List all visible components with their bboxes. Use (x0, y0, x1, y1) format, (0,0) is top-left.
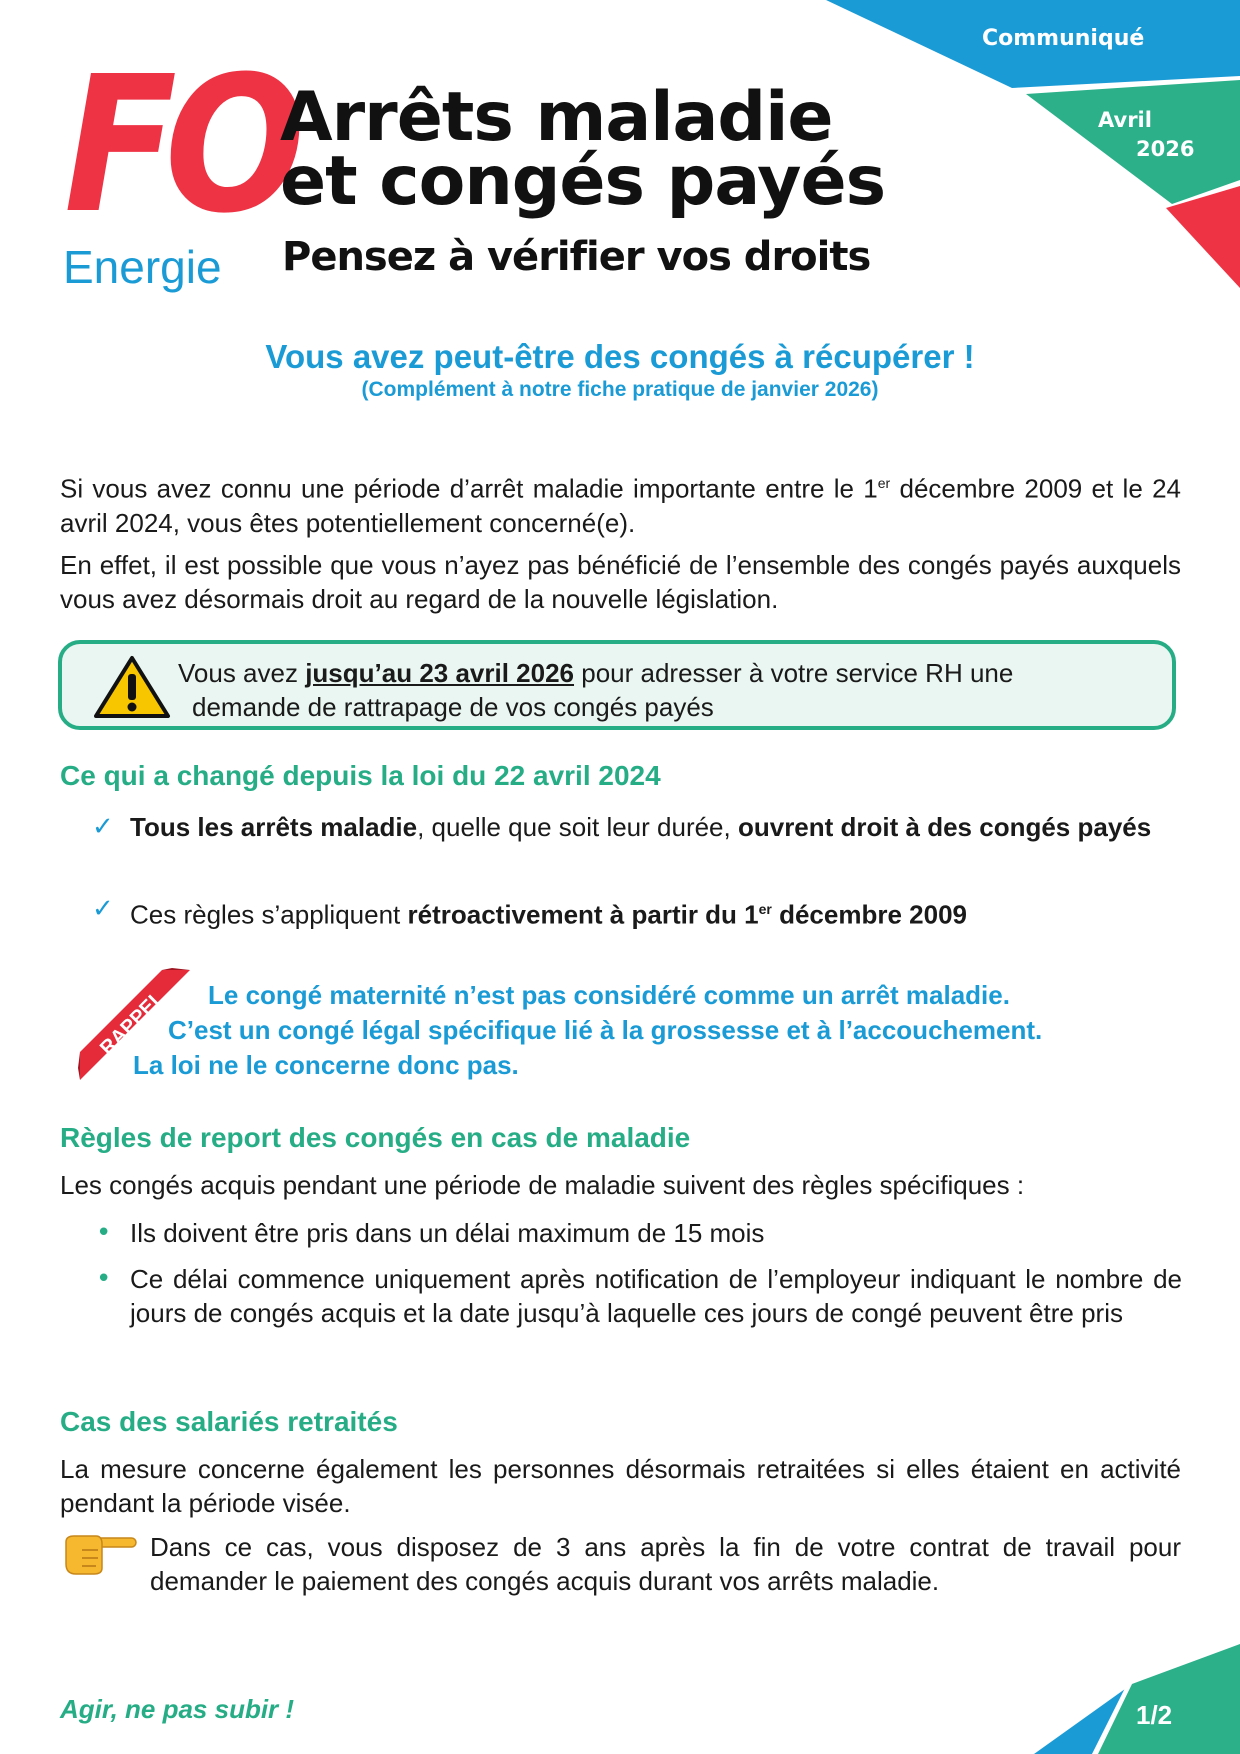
section-heading-retirees: Cas des salariés retraités (60, 1406, 398, 1437)
rappel-label: RAPPEL (95, 986, 169, 1060)
deadline-warning-box (58, 640, 1176, 730)
bullet-icon: • (96, 1264, 112, 1294)
document-type-tag: Communiqué (982, 26, 1145, 51)
page-title (280, 78, 886, 221)
list-item: Ces règles s’appliquent rétroactivement à partir du 1er décembre 2009 (130, 899, 967, 930)
intro-paragraph-2: En effet, il est possible que vous n’ayez pas bénéficié de l’ensemble des congés payés auxquels vous avez désormais droit au regard de la nouvelle législation. (60, 550, 1181, 614)
retirees-paragraph: La mesure concerne également les personnes désormais retraitées si elles étaient en activité pendant la période visée. (60, 1454, 1181, 1518)
pointing-hand-icon (62, 1528, 138, 1576)
logo-fo: FO (64, 36, 294, 255)
list-item: Tous les arrêts maladie, quelle que soit leur durée, ouvrent droit à des congés payés (130, 812, 1152, 842)
warning-text: Vous avez jusqu’au 23 avril 2026 pour adresser à votre service RH une demande de rattrapage de vos congés payés (178, 658, 1014, 722)
report-intro: Les congés acquis pendant une période de maladie suivent des règles spécifiques : (60, 1170, 1025, 1200)
rappel-line-1: Le congé maternité n’est pas considéré comme un arrêt maladie. (208, 980, 1010, 1010)
retirees-delay-paragraph: Dans ce cas, vous disposez de 3 ans après la fin de votre contrat de travail pour demander le paiement des congés acquis durant vos arrêts maladie. (150, 1532, 1181, 1596)
headline: Vous avez peut-être des congés à récupérer ! (265, 338, 975, 375)
intro-paragraph-1: Si vous avez connu une période d’arrêt maladie importante entre le 1er décembre 2009 et le 24 avril 2024, vous êtes potentiellement concerné(e). (60, 473, 1181, 538)
title-line-1: Arrêts maladie (280, 78, 833, 157)
bullet-icon: • (96, 1218, 112, 1248)
rappel-line-2: C’est un congé légal spécifique lié à la grossesse et à l’accouchement. (168, 1015, 1043, 1045)
checkmark-icon: ✓ (92, 812, 114, 842)
subheadline: (Complément à notre fiche pratique de janvier 2026) (361, 378, 879, 401)
issue-year: 2026 (1136, 137, 1195, 161)
issue-month: Avril (1098, 108, 1152, 132)
deadline-date: jusqu’au 23 avril 2026 (305, 658, 575, 688)
checkmark-icon: ✓ (92, 894, 114, 924)
section-heading-report: Règles de report des congés en cas de maladie (60, 1122, 691, 1153)
section-heading-changes: Ce qui a changé depuis la loi du 22 avril 2024 (60, 760, 661, 791)
list-item: Ce délai commence uniquement après notification de l’employeur indiquant le nombre de jours de congés acquis et la date jusqu’à laquelle ces jours de congé peuvent être pris (130, 1264, 1182, 1328)
page-subtitle: Pensez à vérifier vos droits (282, 234, 871, 280)
footer-slogan: Agir, ne pas subir ! (60, 1694, 295, 1724)
logo-energie: Energie (63, 241, 222, 293)
title-line-2: et congés payés (280, 142, 886, 221)
list-item: Ils doivent être pris dans un délai maximum de 15 mois (130, 1218, 765, 1248)
rappel-line-3: La loi ne le concerne donc pas. (133, 1050, 519, 1080)
page-number: 1/2 (1136, 1700, 1173, 1730)
warning-triangle-icon (92, 654, 172, 720)
